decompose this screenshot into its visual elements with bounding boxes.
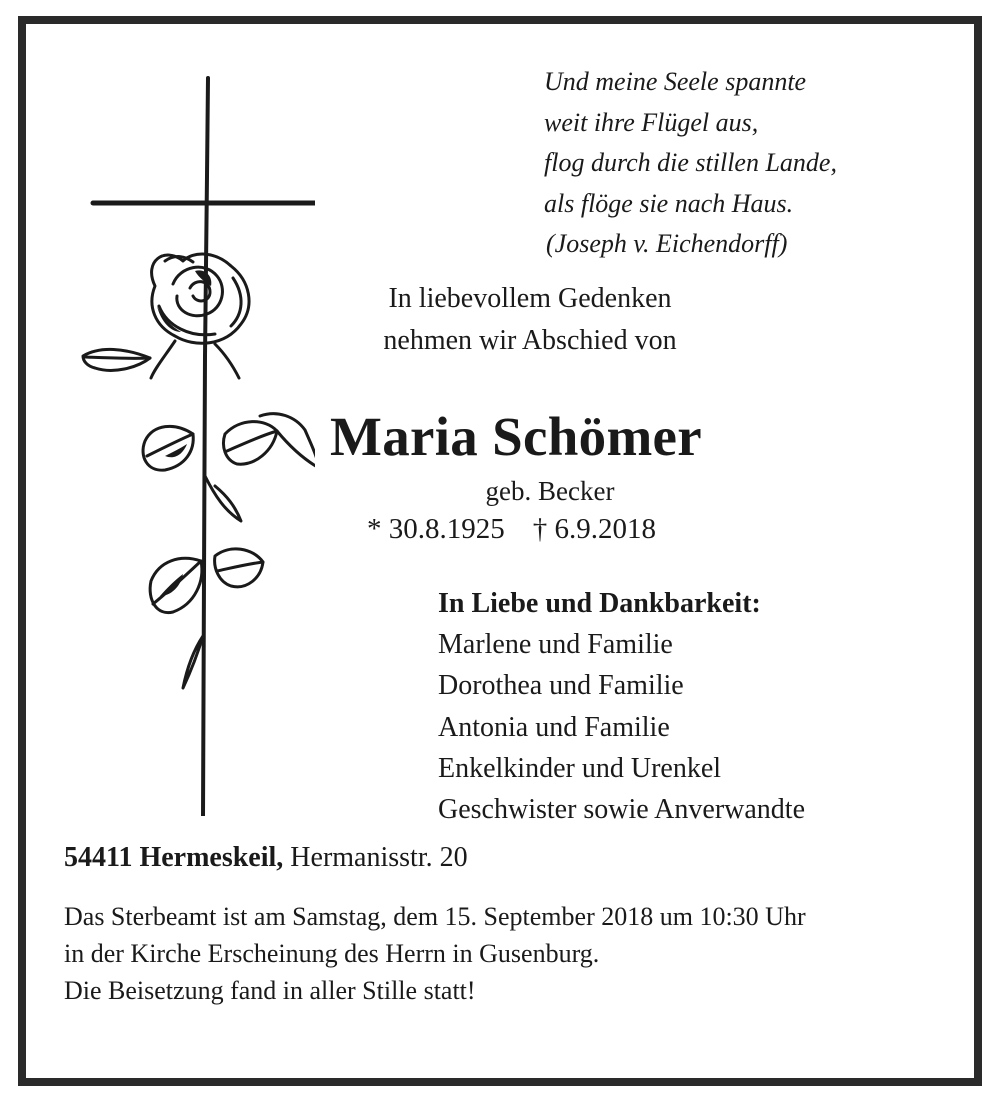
poem-block	[544, 62, 837, 265]
address-city: 54411 Hermeskeil,	[64, 842, 284, 873]
deceased-name: Maria Schömer	[330, 406, 702, 467]
mourners-heading: In Liebe und Dankbarkeit:	[438, 588, 761, 619]
poem-line: Und meine Seele spannte	[544, 67, 807, 96]
address-street: Hermanisstr. 20	[290, 842, 468, 873]
birth-date: * 30.8.1925	[367, 513, 505, 545]
intro-line-1: In liebevollem Gedenken	[388, 283, 672, 314]
notice-line-1: Das Sterbeamt ist am Samstag, dem 15. September 2018 um 10:30 Uhr	[64, 902, 806, 931]
poem-line: flog durch die stillen Lande,	[544, 148, 837, 177]
poem-author: (Joseph v. Eichendorff)	[546, 229, 788, 258]
funeral-notice	[64, 898, 806, 1009]
mourner-entry: Antonia und Familie	[438, 711, 670, 743]
intro-text	[330, 278, 730, 362]
poem-line: als flöge sie nach Haus.	[544, 188, 794, 218]
intro-line-2: nehmen wir Abschied von	[383, 325, 677, 356]
mourners-list	[438, 583, 805, 830]
address	[64, 842, 468, 874]
notice-line-2: in der Kirche Erscheinung des Herrn in Gusenburg.	[64, 939, 600, 968]
maiden-name: geb. Becker	[485, 476, 615, 506]
notice-line-3: Die Beisetzung fand in aller Stille statt!	[64, 976, 476, 1005]
cross-with-rose-icon	[55, 56, 315, 816]
mourner-entry: Marlene und Familie	[438, 629, 673, 661]
poem-line: weit ihre Flügel aus,	[544, 107, 759, 137]
death-date: † 6.9.2018	[532, 513, 656, 545]
mourner-entry: Enkelkinder und Urenkel	[438, 752, 722, 784]
life-dates	[367, 513, 656, 546]
mourner-entry: Dorothea und Familie	[438, 670, 684, 702]
mourner-entry: Geschwister sowie Anverwandte	[438, 794, 806, 826]
